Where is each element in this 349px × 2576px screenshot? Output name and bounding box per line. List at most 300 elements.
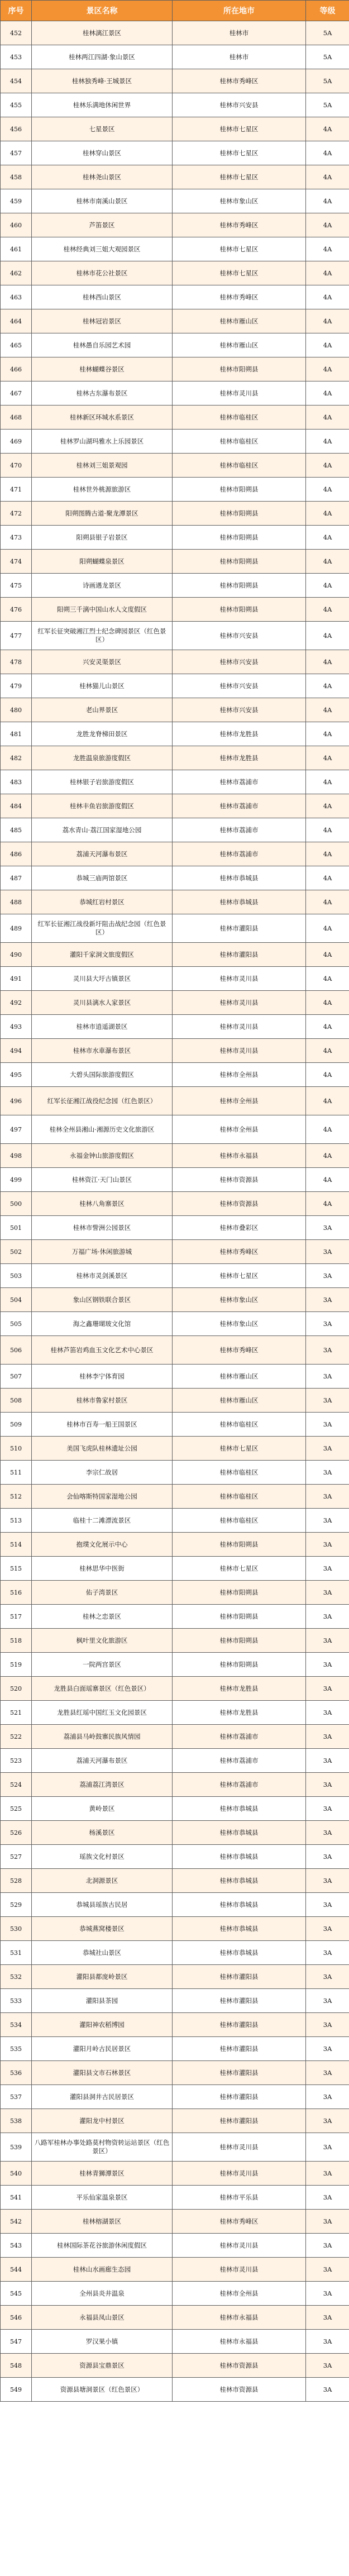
row-scenic-name: 临桂十二滩漂流景区 (32, 1509, 173, 1533)
row-index: 523 (1, 1749, 32, 1773)
row-city: 桂林市永福县 (173, 1144, 306, 1168)
table-row (1, 69, 349, 93)
row-scenic-name: 桂林市鲁家村景区 (32, 1389, 173, 1413)
row-index: 458 (1, 165, 32, 189)
row-city: 桂林市雁山区 (173, 1365, 306, 1389)
row-grade: 4A (306, 722, 349, 746)
row-grade: 4A (306, 189, 349, 213)
row-grade: 3A (306, 2210, 349, 2234)
row-grade: 4A (306, 1168, 349, 1192)
row-index: 487 (1, 866, 32, 890)
row-scenic-name: 桂林丰鱼岩旅游度假区 (32, 794, 173, 818)
row-grade: 3A (306, 1216, 349, 1240)
row-index: 548 (1, 2354, 32, 2378)
row-scenic-name: 枫叶里文化旅游区 (32, 1629, 173, 1653)
row-grade: 5A (306, 45, 349, 69)
row-city: 桂林市恭城县 (173, 1845, 306, 1869)
row-city: 桂林市阳朔县 (173, 598, 306, 622)
row-grade: 4A (306, 746, 349, 770)
row-index: 547 (1, 2330, 32, 2354)
row-scenic-name: 桂林芦笛岩鸡血玉文化艺术中心景区 (32, 1336, 173, 1365)
row-scenic-name: 灌阳县都庞岭景区 (32, 1965, 173, 1989)
row-scenic-name: 恭城社山景区 (32, 1941, 173, 1965)
row-city: 桂林市恭城县 (173, 1941, 306, 1965)
row-city: 桂林市恭城县 (173, 1917, 306, 1941)
row-scenic-name: 资源县塘洞景区（红色景区） (32, 2378, 173, 2402)
row-city: 桂林市秀峰区 (173, 213, 306, 237)
row-city: 桂林市灵川县 (173, 2133, 306, 2162)
row-scenic-name: 灵川县大圩古镇景区 (32, 967, 173, 991)
row-scenic-name: 灌阳龙中村景区 (32, 2109, 173, 2133)
row-city: 桂林市雁山区 (173, 333, 306, 357)
row-grade: 3A (306, 1413, 349, 1437)
table-row (1, 1629, 349, 1653)
row-index: 498 (1, 1144, 32, 1168)
row-city: 桂林市荔浦市 (173, 1725, 306, 1749)
row-index: 466 (1, 357, 32, 381)
table-row (1, 237, 349, 261)
row-grade: 4A (306, 842, 349, 866)
row-index: 475 (1, 574, 32, 598)
table-row (1, 141, 349, 165)
row-city: 桂林市全州县 (173, 1087, 306, 1115)
row-scenic-name: 阳朔三千漓中国山水人文度假区 (32, 598, 173, 622)
table-row (1, 1773, 349, 1797)
row-grade: 4A (306, 1192, 349, 1216)
row-city: 桂林市灌阳县 (173, 2085, 306, 2109)
table-row (1, 189, 349, 213)
row-scenic-name: 桂林蝴蝶谷景区 (32, 357, 173, 381)
row-grade: 4A (306, 333, 349, 357)
row-index: 540 (1, 2162, 32, 2186)
row-index: 460 (1, 213, 32, 237)
row-grade: 4A (306, 550, 349, 574)
row-grade: 3A (306, 1605, 349, 1629)
row-city: 桂林市资源县 (173, 2354, 306, 2378)
row-grade: 3A (306, 1389, 349, 1413)
row-grade: 4A (306, 1063, 349, 1087)
row-scenic-name: 荔浦天河瀑布景区 (32, 842, 173, 866)
row-city: 桂林市荔浦市 (173, 842, 306, 866)
row-index: 505 (1, 1312, 32, 1336)
row-scenic-name: 瑶族文化村景区 (32, 1845, 173, 1869)
row-city: 桂林市灌阳县 (173, 2061, 306, 2085)
table-row (1, 502, 349, 526)
row-index: 493 (1, 1015, 32, 1039)
row-index: 490 (1, 943, 32, 967)
row-scenic-name: 桂林尧山景区 (32, 165, 173, 189)
row-index: 494 (1, 1039, 32, 1063)
row-city: 桂林市七星区 (173, 1557, 306, 1581)
row-index: 470 (1, 454, 32, 478)
table-row (1, 1437, 349, 1461)
row-scenic-name: 会仙喀斯特国家湿地公园 (32, 1485, 173, 1509)
row-city: 桂林市秀峰区 (173, 1240, 306, 1264)
row-grade: 5A (306, 69, 349, 93)
row-scenic-name: 桂林市灵剑溪景区 (32, 1264, 173, 1288)
row-index: 461 (1, 237, 32, 261)
row-index: 463 (1, 285, 32, 309)
row-index: 478 (1, 650, 32, 674)
row-city: 桂林市临桂区 (173, 1413, 306, 1437)
row-grade: 4A (306, 622, 349, 650)
table-row (1, 213, 349, 237)
row-scenic-name: 芦笛景区 (32, 213, 173, 237)
row-city: 桂林市阳朔县 (173, 550, 306, 574)
row-grade: 3A (306, 2085, 349, 2109)
row-city: 桂林市秀峰区 (173, 285, 306, 309)
row-grade: 4A (306, 770, 349, 794)
row-index: 530 (1, 1917, 32, 1941)
header-city: 所在地市 (173, 1, 306, 21)
table-row (1, 1015, 349, 1039)
row-grade: 3A (306, 1917, 349, 1941)
row-city: 桂林市永福县 (173, 2330, 306, 2354)
table-row (1, 309, 349, 333)
row-scenic-name: 龙胜县红瑶中国红玉文化园景区 (32, 1701, 173, 1725)
row-grade: 4A (306, 309, 349, 333)
table-row (1, 1749, 349, 1773)
row-grade: 3A (306, 1653, 349, 1677)
row-grade: 3A (306, 1509, 349, 1533)
row-grade: 3A (306, 2330, 349, 2354)
row-city: 桂林市阳朔县 (173, 357, 306, 381)
row-index: 477 (1, 622, 32, 650)
row-index: 468 (1, 406, 32, 430)
row-city: 桂林市恭城县 (173, 1893, 306, 1917)
row-scenic-name: 桂林市水車瀑布景区 (32, 1039, 173, 1063)
row-grade: 3A (306, 2258, 349, 2282)
row-scenic-name: 桂林穿山景区 (32, 141, 173, 165)
table-row (1, 2210, 349, 2234)
header-scenic-name: 景区名称 (32, 1, 173, 21)
row-index: 521 (1, 1701, 32, 1725)
row-scenic-name: 桂林刘三姐景观园 (32, 454, 173, 478)
row-index: 472 (1, 502, 32, 526)
row-grade: 3A (306, 1989, 349, 2013)
row-grade: 4A (306, 285, 349, 309)
table-row (1, 1087, 349, 1115)
row-scenic-name: 桂林思华中医街 (32, 1557, 173, 1581)
table-row (1, 381, 349, 406)
row-scenic-name: 阳朔蝴蝶泉景区 (32, 550, 173, 574)
row-index: 484 (1, 794, 32, 818)
row-scenic-name: 红军长征湘江战役纪念园（红色景区） (32, 1087, 173, 1115)
row-city: 桂林市阳朔县 (173, 1533, 306, 1557)
table-row (1, 2234, 349, 2258)
row-scenic-name: 永福县凤山景区 (32, 2306, 173, 2330)
row-city: 桂林市阳朔县 (173, 1629, 306, 1653)
table-row (1, 406, 349, 430)
table-row (1, 1845, 349, 1869)
row-grade: 3A (306, 2234, 349, 2258)
row-index: 539 (1, 2133, 32, 2162)
table-row (1, 574, 349, 598)
row-scenic-name: 龙胜县白面瑶寨景区（红色景区） (32, 1677, 173, 1701)
row-grade: 4A (306, 914, 349, 943)
row-index: 512 (1, 1485, 32, 1509)
row-city: 桂林市 (173, 21, 306, 45)
row-index: 502 (1, 1240, 32, 1264)
row-city: 桂林市资源县 (173, 2378, 306, 2402)
row-scenic-name: 桂林古东瀑布景区 (32, 381, 173, 406)
row-index: 527 (1, 1845, 32, 1869)
row-index: 538 (1, 2109, 32, 2133)
row-index: 471 (1, 478, 32, 502)
row-city: 桂林市灌阳县 (173, 2037, 306, 2061)
row-grade: 4A (306, 1039, 349, 1063)
row-scenic-name: 桂林愚自乐园艺术园 (32, 333, 173, 357)
row-index: 507 (1, 1365, 32, 1389)
row-scenic-name: 北洞源景区 (32, 1869, 173, 1893)
row-grade: 4A (306, 1087, 349, 1115)
row-index: 510 (1, 1437, 32, 1461)
row-scenic-name: 海之鑫珊瑚玻文化馆 (32, 1312, 173, 1336)
row-city: 桂林市阳朔县 (173, 1581, 306, 1605)
row-grade: 4A (306, 406, 349, 430)
row-city: 桂林市灌阳县 (173, 2109, 306, 2133)
row-city: 桂林市龙胜县 (173, 1701, 306, 1725)
row-city: 桂林市恭城县 (173, 1821, 306, 1845)
table-row (1, 598, 349, 622)
table-row (1, 1797, 349, 1821)
row-scenic-name: 桂林世外桃源旅游区 (32, 478, 173, 502)
row-index: 522 (1, 1725, 32, 1749)
table-row (1, 1989, 349, 2013)
row-city: 桂林市荔浦市 (173, 1749, 306, 1773)
row-city: 桂林市恭城县 (173, 1869, 306, 1893)
row-city: 桂林市灵川县 (173, 967, 306, 991)
row-grade: 4A (306, 502, 349, 526)
table-row (1, 2282, 349, 2306)
row-index: 508 (1, 1389, 32, 1413)
table-row (1, 866, 349, 890)
table-row (1, 1725, 349, 1749)
row-index: 542 (1, 2210, 32, 2234)
row-grade: 3A (306, 1365, 349, 1389)
row-scenic-name: 阳朔图腾古道·聚龙潭景区 (32, 502, 173, 526)
row-index: 489 (1, 914, 32, 943)
row-scenic-name: 恭城三庙两馆景区 (32, 866, 173, 890)
row-scenic-name: 一院两宫景区 (32, 1653, 173, 1677)
table-row (1, 2258, 349, 2282)
table-row (1, 1653, 349, 1677)
row-scenic-name: 桂林两江四湖·象山景区 (32, 45, 173, 69)
row-scenic-name: 桂林独秀峰·王城景区 (32, 69, 173, 93)
row-scenic-name: 大碧头国际旅游度假区 (32, 1063, 173, 1087)
row-index: 499 (1, 1168, 32, 1192)
row-index: 532 (1, 1965, 32, 1989)
row-grade: 3A (306, 1749, 349, 1773)
row-index: 504 (1, 1288, 32, 1312)
table-body (1, 21, 349, 2402)
table-row (1, 2378, 349, 2402)
row-scenic-name: 罗汉果小镇 (32, 2330, 173, 2354)
row-scenic-name: 桂林市訾洲公园景区 (32, 1216, 173, 1240)
row-city: 桂林市临桂区 (173, 406, 306, 430)
row-index: 518 (1, 1629, 32, 1653)
table-row (1, 1312, 349, 1336)
table-header (1, 1, 349, 21)
row-grade: 3A (306, 1677, 349, 1701)
row-grade: 3A (306, 1629, 349, 1653)
row-grade: 4A (306, 117, 349, 141)
table-row (1, 357, 349, 381)
row-scenic-name: 恭城县瑶族古民居 (32, 1893, 173, 1917)
table-row (1, 2109, 349, 2133)
row-city: 桂林市叠彩区 (173, 1216, 306, 1240)
row-grade: 4A (306, 454, 349, 478)
row-index: 483 (1, 770, 32, 794)
table-row (1, 1893, 349, 1917)
row-scenic-name: 全州县炎井温泉 (32, 2282, 173, 2306)
row-city: 桂林市兴安县 (173, 93, 306, 117)
row-index: 546 (1, 2306, 32, 2330)
row-grade: 3A (306, 1869, 349, 1893)
row-scenic-name: 桂林市花公社景区 (32, 261, 173, 285)
row-city: 桂林市临桂区 (173, 454, 306, 478)
row-city: 桂林市阳朔县 (173, 1653, 306, 1677)
row-grade: 3A (306, 2109, 349, 2133)
table-row (1, 117, 349, 141)
row-grade: 3A (306, 1797, 349, 1821)
row-grade: 5A (306, 21, 349, 45)
row-scenic-name: 桂林青狮潭景区 (32, 2162, 173, 2186)
row-city: 桂林市象山区 (173, 1312, 306, 1336)
row-city: 桂林市七星区 (173, 141, 306, 165)
row-grade: 4A (306, 943, 349, 967)
row-grade: 4A (306, 237, 349, 261)
table-row (1, 1677, 349, 1701)
row-scenic-name: 桂林罗山湖玛雅水上乐园景区 (32, 430, 173, 454)
table-row (1, 1365, 349, 1389)
row-scenic-name: 诗画遇龙景区 (32, 574, 173, 598)
row-index: 481 (1, 722, 32, 746)
row-scenic-name: 龙胜龙脊梯田景区 (32, 722, 173, 746)
row-city: 桂林市临桂区 (173, 1509, 306, 1533)
row-city: 桂林市灵川县 (173, 2258, 306, 2282)
row-city: 桂林市灵川县 (173, 2162, 306, 2186)
row-grade: 3A (306, 1312, 349, 1336)
row-city: 桂林市全州县 (173, 1063, 306, 1087)
row-grade: 3A (306, 1941, 349, 1965)
table-row (1, 93, 349, 117)
row-grade: 4A (306, 794, 349, 818)
table-row (1, 1240, 349, 1264)
row-grade: 4A (306, 818, 349, 842)
table-row (1, 45, 349, 69)
row-city: 桂林市荔浦市 (173, 1773, 306, 1797)
row-index: 457 (1, 141, 32, 165)
table-row (1, 1336, 349, 1365)
row-city: 桂林市灌阳县 (173, 2013, 306, 2037)
row-index: 476 (1, 598, 32, 622)
row-city: 桂林市龙胜县 (173, 1677, 306, 1701)
row-city: 桂林市七星区 (173, 1437, 306, 1461)
row-grade: 3A (306, 2354, 349, 2378)
table-row (1, 2306, 349, 2330)
table-row (1, 698, 349, 722)
row-index: 495 (1, 1063, 32, 1087)
row-city: 桂林市恭城县 (173, 1797, 306, 1821)
table-row (1, 333, 349, 357)
row-scenic-name: 红军长征突破湘江烈士纪念碑园景区（红色景区） (32, 622, 173, 650)
table-row (1, 650, 349, 674)
row-scenic-name: 桂林市百寿一船王国景区 (32, 1413, 173, 1437)
row-index: 517 (1, 1605, 32, 1629)
row-scenic-name: 荔浦荔江湾景区 (32, 1773, 173, 1797)
row-index: 533 (1, 1989, 32, 2013)
row-index: 514 (1, 1533, 32, 1557)
row-index: 496 (1, 1087, 32, 1115)
row-index: 509 (1, 1413, 32, 1437)
table-row (1, 165, 349, 189)
row-grade: 3A (306, 1533, 349, 1557)
row-index: 456 (1, 117, 32, 141)
table-row (1, 2133, 349, 2162)
row-city: 桂林市灌阳县 (173, 943, 306, 967)
row-index: 500 (1, 1192, 32, 1216)
row-index: 529 (1, 1893, 32, 1917)
row-grade: 4A (306, 574, 349, 598)
row-grade: 3A (306, 1821, 349, 1845)
row-city: 桂林市灵川县 (173, 381, 306, 406)
row-grade: 3A (306, 1264, 349, 1288)
row-scenic-name: 李宗仁故居 (32, 1461, 173, 1485)
row-index: 501 (1, 1216, 32, 1240)
row-index: 491 (1, 967, 32, 991)
row-index: 492 (1, 991, 32, 1015)
row-index: 462 (1, 261, 32, 285)
row-scenic-name: 桂林李宁体育园 (32, 1365, 173, 1389)
row-grade: 3A (306, 2282, 349, 2306)
row-city: 桂林市七星区 (173, 1264, 306, 1288)
row-city: 桂林市灵川县 (173, 1039, 306, 1063)
row-grade: 4A (306, 991, 349, 1015)
row-city: 桂林市象山区 (173, 1288, 306, 1312)
row-grade: 3A (306, 2186, 349, 2210)
row-scenic-name: 桂林资江·天门山景区 (32, 1168, 173, 1192)
row-index: 511 (1, 1461, 32, 1485)
row-scenic-name: 荔浦县马岭鼓寨民族风情园 (32, 1725, 173, 1749)
row-city: 桂林市灵川县 (173, 2234, 306, 2258)
row-city: 桂林市全州县 (173, 2282, 306, 2306)
table-row (1, 943, 349, 967)
row-index: 544 (1, 2258, 32, 2282)
table-row (1, 1509, 349, 1533)
row-scenic-name: 资源县宝鼎景区 (32, 2354, 173, 2378)
row-scenic-name: 万福广场·休闲旅游城 (32, 1240, 173, 1264)
table-row (1, 914, 349, 943)
table-row (1, 1144, 349, 1168)
table-row (1, 454, 349, 478)
row-city: 桂林市龙胜县 (173, 746, 306, 770)
row-grade: 4A (306, 650, 349, 674)
row-index: 467 (1, 381, 32, 406)
row-scenic-name: 兴安灵渠景区 (32, 650, 173, 674)
row-grade: 3A (306, 1485, 349, 1509)
table-row (1, 478, 349, 502)
row-grade: 3A (306, 2037, 349, 2061)
row-grade: 4A (306, 890, 349, 914)
row-index: 549 (1, 2378, 32, 2402)
table-row (1, 746, 349, 770)
row-scenic-name: 桂林榕湖景区 (32, 2210, 173, 2234)
row-city: 桂林市临桂区 (173, 1461, 306, 1485)
table-row (1, 967, 349, 991)
row-grade: 4A (306, 967, 349, 991)
row-scenic-name: 恭城燕窝楼景区 (32, 1917, 173, 1941)
